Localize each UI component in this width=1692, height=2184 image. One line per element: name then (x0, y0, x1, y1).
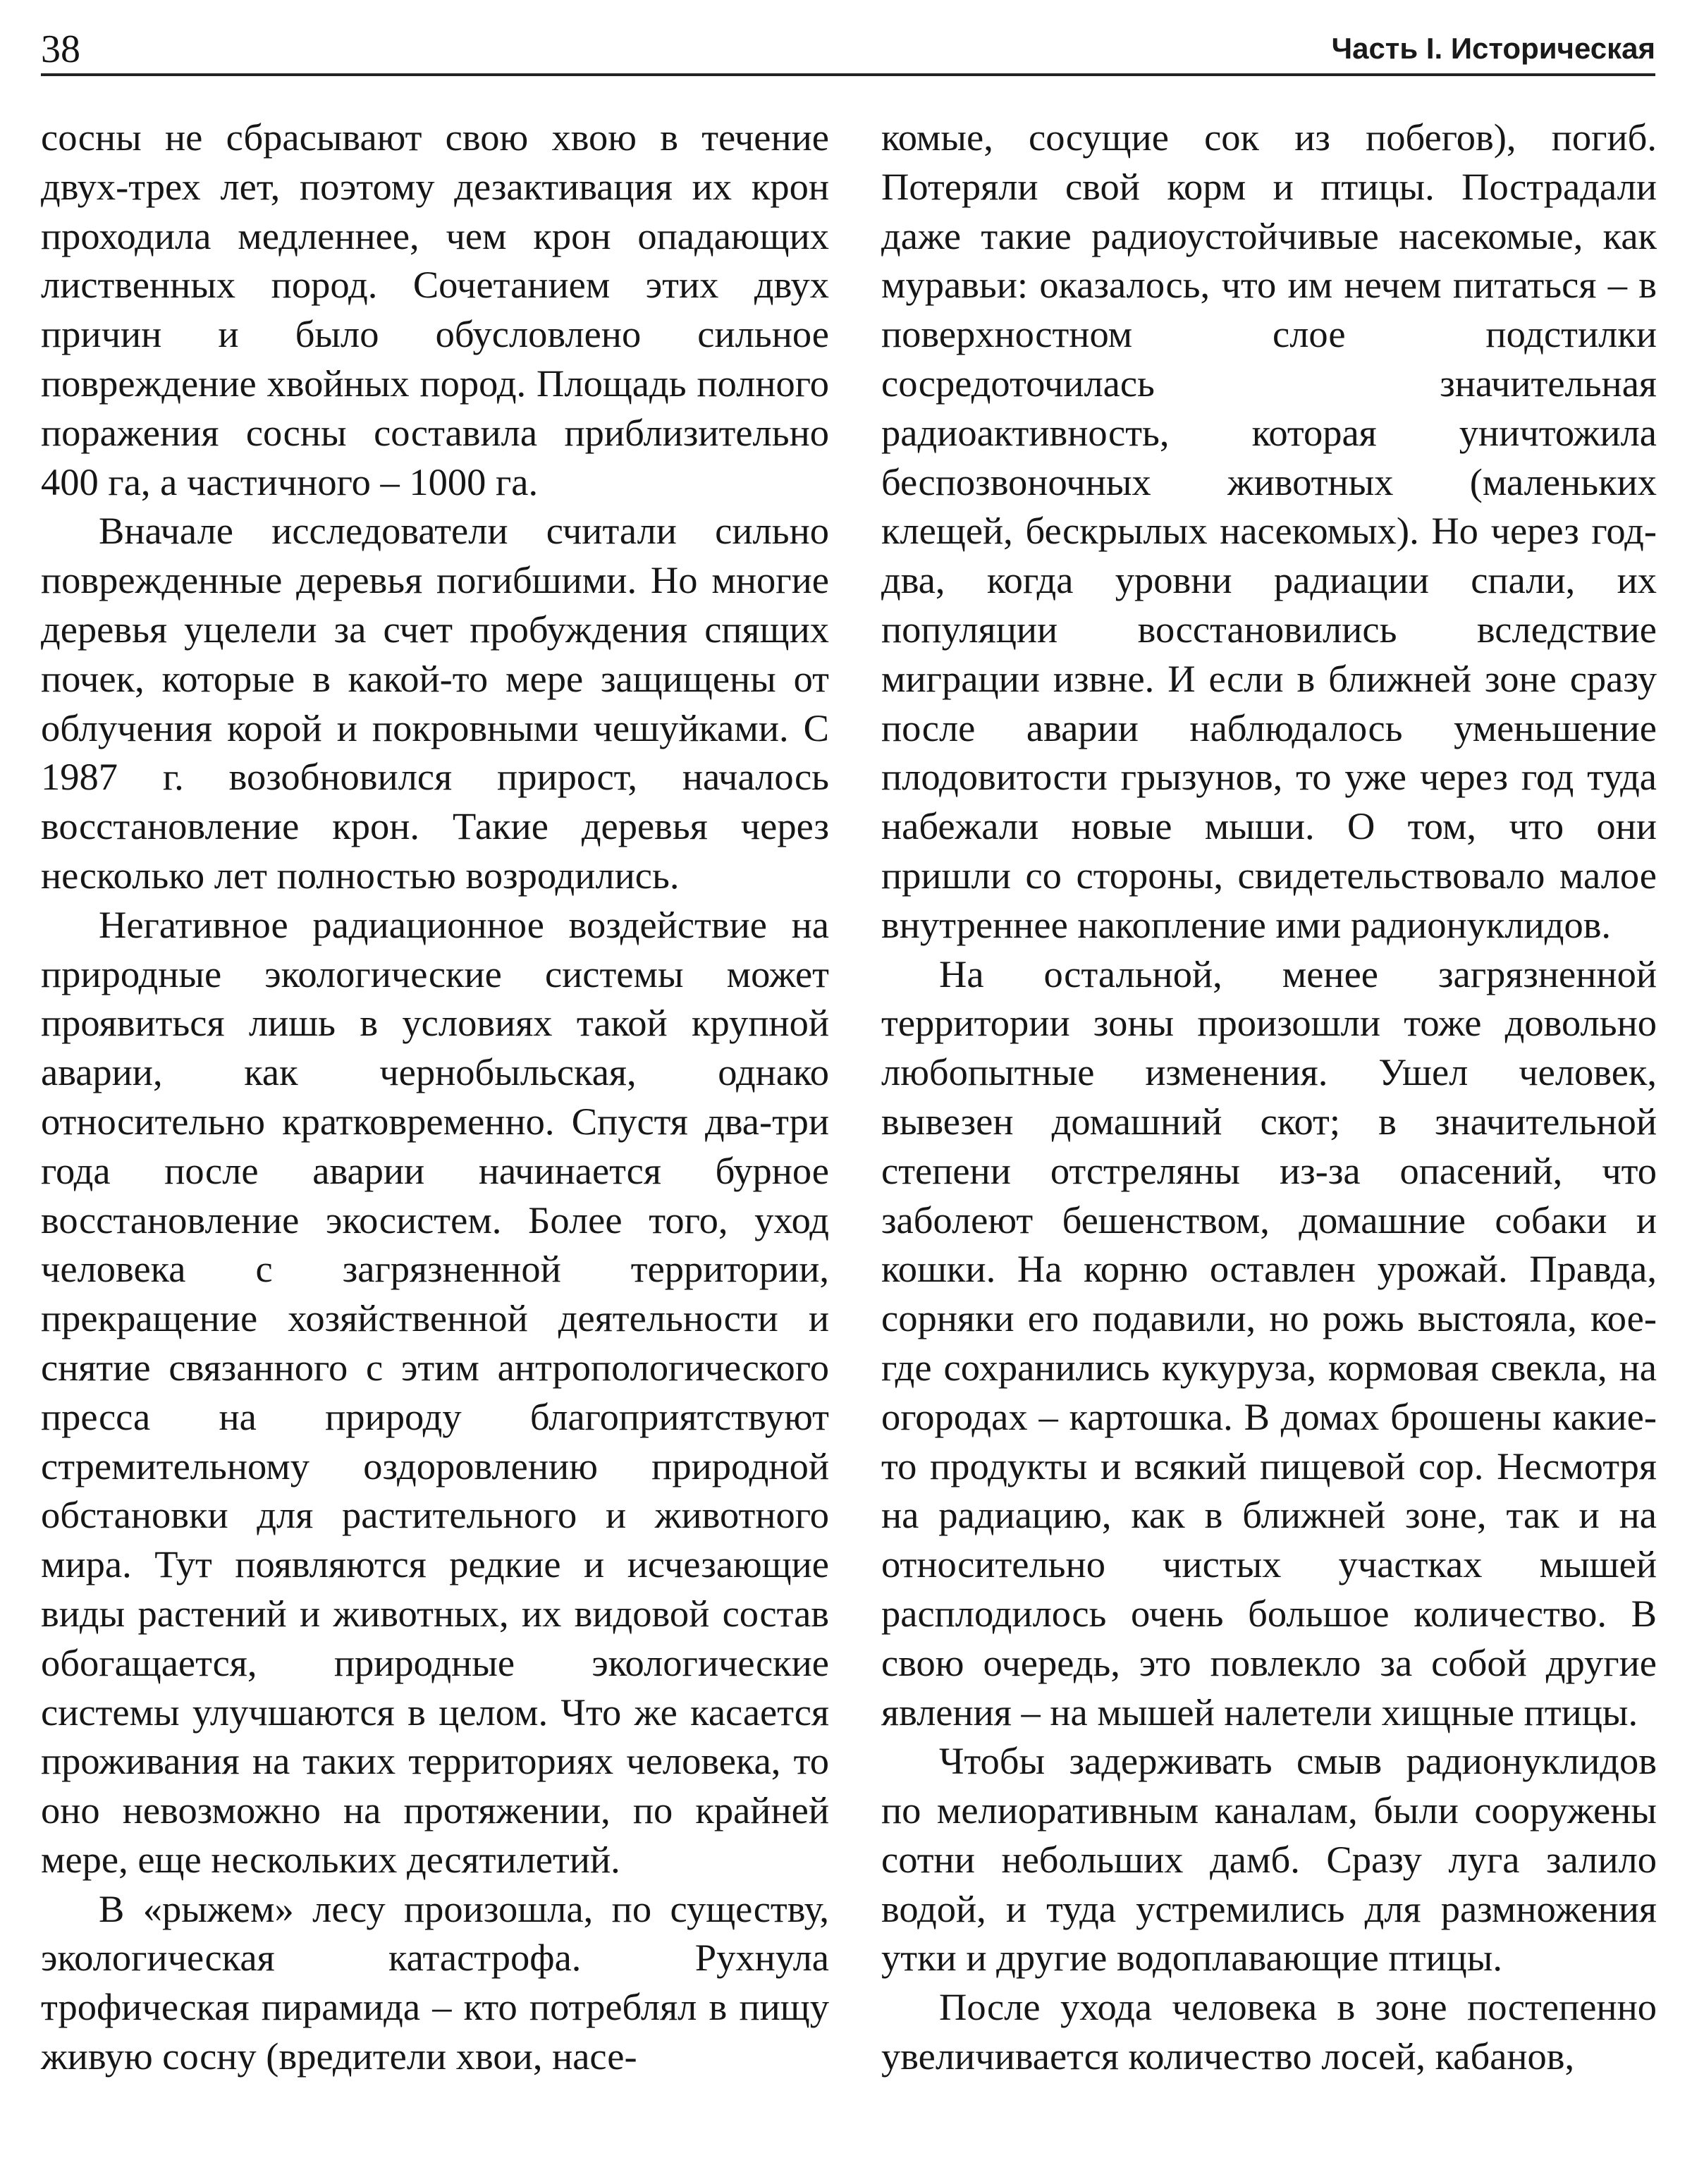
paragraph: Вначале исследователи считали сильно поврежденные деревья погибшими. Но многие деревья уцелели за счет пробуждения спящих почек, которые в какой-то мере защищены от облучения корой и покровными чешуйками. С 1987 г. возобновился прирост, началось восстановление крон. Такие деревья через несколько лет полностью возродились. (41, 509, 829, 897)
left-column (41, 113, 829, 2081)
paragraph: Чтобы задерживать смыв радионуклидов по мелиоративным каналам, были сооружены сотни небольших дамб. Сразу луга залило водой, и туда устремились для размножения утки и другие водоплавающие птицы. (881, 1739, 1657, 1980)
paragraph: сосны не сбрасывают свою хвою в течение двух-трех лет, поэтому дезактивация их крон проходила медленнее, чем крон опадающих лиственных пород. Сочетанием этих двух причин и было обусловлено сильное повреждение хвойных пород. Площадь полного поражения сосны составила приблизительно 400 га, а частичного – 1000 га. (41, 116, 829, 503)
paragraph: На остальной, менее загрязненной территории зоны произошли тоже довольно любопытные изменения. Ушел человек, вывезен домашний скот; в значительной степени отстреляны из-за опасений, что заболеют бешенством, домашние собаки и кошки. На корню оставлен урожай. Правда, сорняки его подавили, но рожь выстояла, кое-где сохранились кукуруза, кормовая свекла, на огородах – картошка. В домах брошены какие-то продукты и всякий пищевой сор. Несмотря на радиацию, как в ближней зоне, так и на относительно чистых участках мышей расплодилось очень большое количество. В свою очередь, это повлекло за собой другие явления – на мышей налетели хищные птицы. (881, 952, 1657, 1734)
header-rule (41, 73, 1655, 76)
right-column (881, 113, 1657, 2081)
page-header (41, 21, 1655, 78)
paragraph: Негативное радиационное воздействие на природные экологические системы может проявиться лишь в условиях такой крупной аварии, как чернобыльская, однако относительно кратковременно. Спустя два-три года после аварии начинается бурное восстановление экосистем. Более того, уход человека с загрязненной территории, прекращение хозяйственной деятельности и снятие связанного с этим антропологического пресса на природу благоприятствуют стремительному оздоровлению природной обстановки для растительного и животного мира. Тут появляются редкие и исчезающие виды растений и животных, их видовой состав обогащается, природные экологические системы улучшаются в целом. Что же касается проживания на таких территориях человека, то оно невозможно на протяжении, по крайней мере, еще нескольких десятилетий. (41, 902, 829, 1881)
page-number: 38 (41, 27, 80, 71)
paragraph: В «рыжем» лесу произошла, по существу, экологическая катастрофа. Рухнула трофическая пирамида – кто потреблял в пищу живую сосну (вредители хвои, насе- (41, 1887, 829, 2078)
paragraph: После ухода человека в зоне постепенно увеличивается количество лосей, кабанов, (881, 1985, 1657, 2078)
paragraph: комые, сосущие сок из побегов), погиб. Потеряли свой корм и птицы. Пострадали даже такие радиоустойчивые насекомые, как муравьи: оказалось, что им нечем питаться – в поверхностном слое подстилки сосредоточилась значительная радиоактивность, которая уничтожила беспозвоночных животных (маленьких клещей, бескрылых насекомых). Но через год-два, когда уровни радиации спали, их популяции восстановились вследствие миграции извне. И если в ближней зоне сразу после аварии наблюдалось уменьшение плодовитости грызунов, то уже через год туда набежали новые мыши. О том, что они пришли со стороны, свидетельствовало малое внутреннее накопление ими радионуклидов. (881, 116, 1657, 946)
running-head: Часть I. Историческая (1331, 32, 1655, 65)
